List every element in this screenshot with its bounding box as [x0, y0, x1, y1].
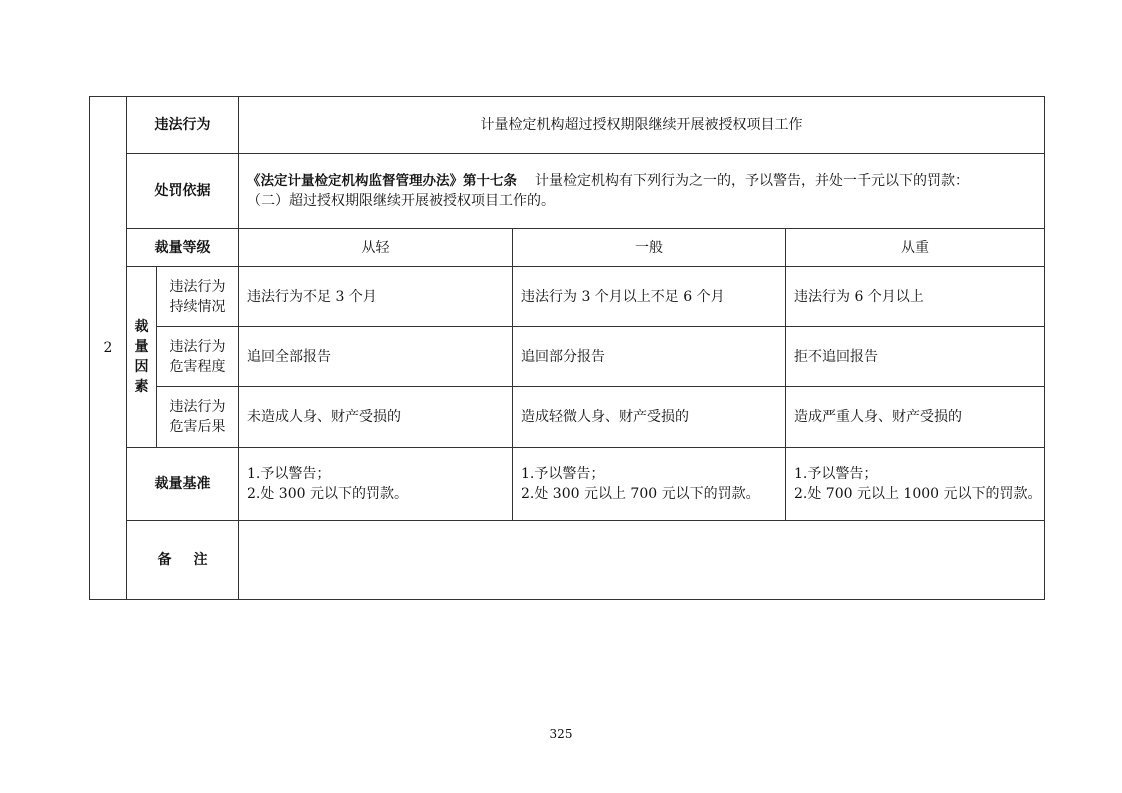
- factor-value: 造成严重人身、财产受损的: [786, 387, 1045, 448]
- factor-label-line: 违法行为: [169, 338, 226, 355]
- remark-label: [127, 521, 239, 600]
- standard-line: 1.予以警告；: [521, 466, 605, 482]
- law-clause: 计量检定机构有下列行为之一的，予以警告，并处一千元以下的罚款：: [535, 173, 969, 189]
- factor-row: [90, 387, 1045, 448]
- standard-line: 2.处 700 元以上 1000 元以下的罚款。: [794, 486, 1042, 502]
- basis-label: 处罚依据: [127, 154, 239, 229]
- basis-text: [239, 154, 1045, 229]
- factor-value: 违法行为 3 个月以上不足 6 个月: [513, 267, 786, 327]
- factor-label-line: 持续情况: [169, 298, 226, 315]
- factor-value: 未造成人身、财产受损的: [239, 387, 513, 448]
- factor-label-line: 危害后果: [169, 419, 226, 435]
- standard-line: 2.处 300 元以下的罚款。: [247, 486, 408, 502]
- standard-value: [513, 448, 786, 521]
- remark-char: 备: [157, 552, 172, 568]
- factor-value: 违法行为 6 个月以上: [786, 267, 1045, 327]
- law-item: （二）超过授权期限继续开展被授权项目工作的。: [247, 193, 555, 209]
- remark-row: [90, 521, 1045, 600]
- violation-label: 违法行为: [127, 97, 239, 154]
- violation-row: [90, 97, 1045, 154]
- factor-label: [157, 327, 239, 387]
- factor-label-line: 危害程度: [169, 358, 226, 375]
- standard-value: [239, 448, 513, 521]
- factor-value: 拒不追回报告: [786, 327, 1045, 387]
- standard-line: 1.予以警告；: [794, 466, 878, 482]
- standard-row: [90, 448, 1045, 521]
- factor-value: 追回部分报告: [513, 327, 786, 387]
- item-number: 2: [90, 97, 127, 600]
- violation-text: 计量检定机构超过授权期限继续开展被授权项目工作: [239, 97, 1045, 154]
- factor-group-char: 量: [134, 339, 149, 355]
- factor-group-char: 因: [134, 359, 149, 375]
- remark-value: [239, 521, 1045, 600]
- factor-row: [90, 327, 1045, 387]
- discretion-table: [89, 96, 1045, 600]
- factor-row: [90, 267, 1045, 327]
- page-number: 325: [549, 727, 573, 741]
- levels-label: 裁量等级: [127, 229, 239, 267]
- discretion-table-container: [89, 96, 1044, 600]
- factor-value: 追回全部报告: [239, 327, 513, 387]
- factor-group-char: 裁: [134, 319, 149, 335]
- standard-value: [786, 448, 1045, 521]
- factor-value: 造成轻微人身、财产受损的: [513, 387, 786, 448]
- factor-label-line: 违法行为: [169, 399, 226, 415]
- standard-line: 2.处 300 元以上 700 元以下的罚款。: [521, 486, 760, 502]
- remark-char: 注: [193, 552, 208, 568]
- factor-label: [157, 387, 239, 448]
- standard-line: 1.予以警告；: [247, 466, 331, 482]
- level-general: 一般: [513, 229, 786, 267]
- factor-group-label: [127, 267, 157, 448]
- level-light: 从轻: [239, 229, 513, 267]
- factor-group-char: 素: [134, 379, 149, 395]
- levels-row: [90, 229, 1045, 267]
- law-title: 《法定计量检定机构监督管理办法》第十七条: [247, 173, 517, 189]
- level-heavy: 从重: [786, 229, 1045, 267]
- factor-label: [157, 267, 239, 327]
- basis-row: [90, 154, 1045, 229]
- factor-value: 违法行为不足 3 个月: [239, 267, 513, 327]
- standard-label: 裁量基准: [127, 448, 239, 521]
- factor-label-line: 违法行为: [169, 278, 226, 295]
